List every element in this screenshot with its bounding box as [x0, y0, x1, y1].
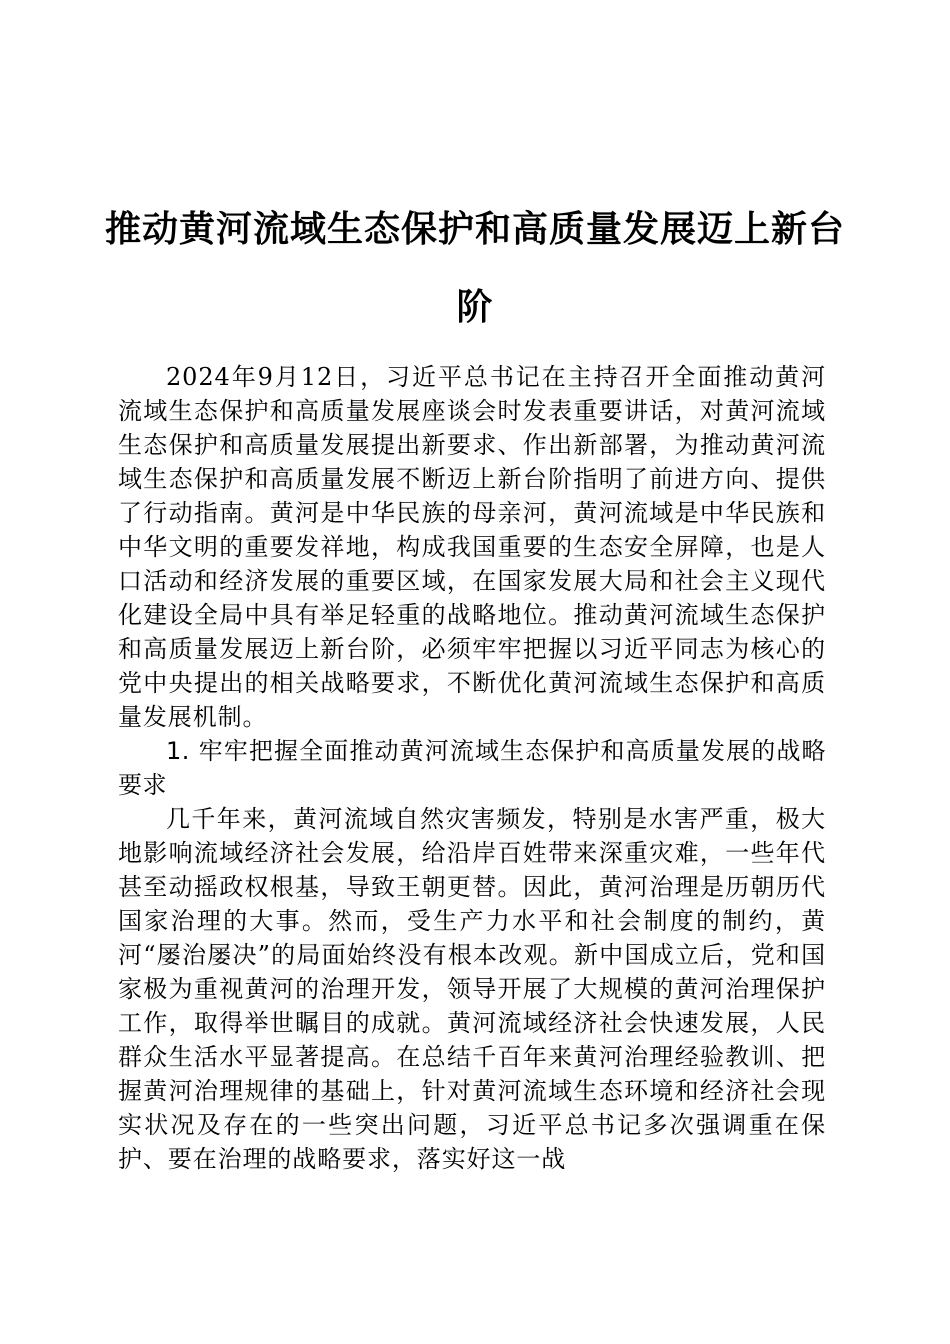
section-heading: 1. 牢牢把握全面推动黄河流域生态保护和高质量发展的战略要求 [118, 737, 826, 799]
document-title: 推动黄河流域生态保护和高质量发展迈上新台阶 [104, 208, 845, 328]
section-paragraph: 几千年来，黄河流域自然灾害频发，特别是水害严重，极大地影响流域经济社会发展，给沿岸百姓带来深重灾难，一些年代甚至动摇政权根基，导致王朝更替。因此，黄河治理是历朝历代国家治理的大事。然而，受生产力水平和社会制度的制约，黄河“屡治屡决”的局面始终没有根本改观。新中国成立后，党和国家极为重视黄河的治理开发，领导开展了大规模的黄河治理保护工作，取得举世瞩目的成就。黄河流域经济社会快速发展，人民群众生活水平显著提高。在总结千百年来黄河治理经验教训、把握黄河治理规律的基础上，针对黄河流域生态环境和经济社会现实状况及存在的一些突出问题，习近平总书记多次强调重在保护、要在治理的战略要求，落实好这一战 [118, 805, 826, 1173]
document-body [118, 360, 826, 1176]
intro-paragraph: 2024年9月12日，习近平总书记在主持召开全面推动黄河流域生态保护和高质量发展座谈会时发表重要讲话，对黄河流域生态保护和高质量发展提出新要求、作出新部署，为推动黄河流域生态保护和高质量发展不断迈上新台阶指明了前进方向、提供了行动指南。黄河是中华民族的母亲河，黄河流域是中华民族和中华文明的重要发祥地，构成我国重要的生态安全屏障，也是人口活动和经济发展的重要区域，在国家发展大局和社会主义现代化建设全局中具有举足轻重的战略地位。推动黄河流域生态保护和高质量发展迈上新台阶，必须牢牢把握以习近平同志为核心的党中央提出的相关战略要求，不断优化黄河流域生态保护和高质量发展机制。 [118, 363, 826, 731]
